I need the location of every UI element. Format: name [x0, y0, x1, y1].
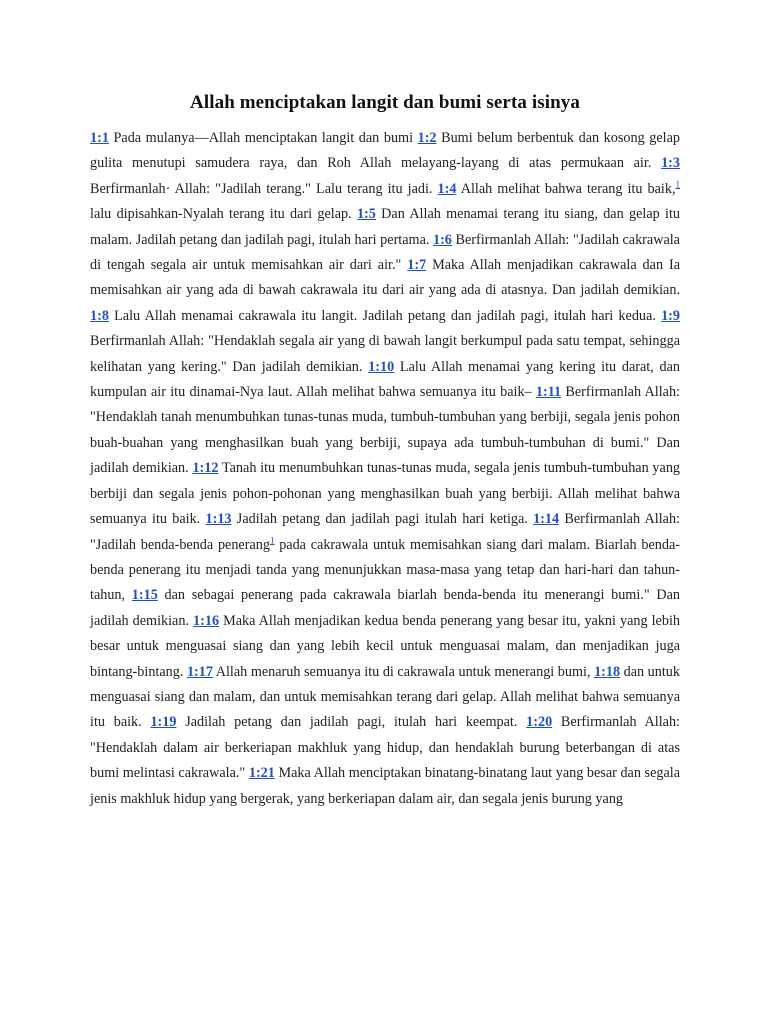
verse-text: Jadilah petang dan jadilah pagi itulah hari ketiga.	[231, 511, 534, 528]
verse-text: Jadilah petang dan jadilah pagi, itulah hari keempat.	[176, 714, 527, 731]
verse-text: Berfirmanlah Allah: "Hendaklah dalam air berkeriapan makhluk yang hidup, dan hendaklah burung beterbangan di atas bumi melintasi cakrawala."	[90, 714, 680, 782]
verse-text: Pada mulanya—Allah menciptakan langit dan bumi	[108, 130, 418, 146]
footnote-marker[interactable]: 1	[269, 534, 275, 545]
verse-link[interactable]: 1:4	[437, 180, 457, 197]
verse-link[interactable]: 1:13	[205, 511, 232, 528]
verse-link[interactable]: 1:1	[90, 130, 109, 146]
verse-link[interactable]: 1:14	[533, 511, 560, 528]
verse-text: Allah menaruh semuanya itu di cakrawala untuk menerangi bumi,	[212, 663, 595, 680]
verse-text: Berfirmanlah Allah: "Hendaklah tanah menumbuhkan tunas-tunas muda, tumbuh-tumbuhan yang berbiji, segala jenis pohon buah-buahan yang menghasilkan buah yang berbiji, supaya ada tumbuh-tumbuhan di bumi." Dan jadilah demikian.	[90, 384, 680, 477]
verse-text: Maka Allah menjadikan cakrawala dan Ia memisahkan air yang ada di bawah cakrawala itu dari air yang ada di atasnya. Dan jadilah demikian.	[90, 257, 681, 299]
verse-link[interactable]: 1:12	[192, 460, 219, 477]
verse-text: pada cakrawala untuk memisahkan siang dari malam. Biarlah benda-benda penerang itu menjadi tanda yang menunjukkan masa-masa yang tetap dan hari-hari dan tahun-tahun,	[90, 536, 680, 604]
verse-link[interactable]: 1:5	[356, 206, 376, 223]
verse-link[interactable]: 1:7	[407, 257, 427, 274]
verse-text: dan untuk menguasai siang dan malam, dan untuk memisahkan terang dari gelap. Allah melihat bahwa semuanya itu baik.	[90, 663, 680, 731]
footnote-marker[interactable]: 1	[675, 179, 680, 190]
verse-text: Dan Allah menamai terang itu siang, dan gelap itu malam. Jadilah petang dan jadilah pagi, itulah hari pertama.	[90, 206, 680, 248]
verse-link[interactable]: 1:21	[248, 765, 275, 782]
verse-link[interactable]: 1:15	[131, 587, 158, 604]
page-title: Allah menciptakan langit dan bumi serta isinya	[190, 92, 580, 113]
verse-text: dan sebagai penerang pada cakrawala biarlah benda-benda itu menerangi bumi." Dan jadilah demikian.	[90, 587, 680, 629]
verse-link[interactable]: 1:6	[432, 231, 452, 248]
verse-link[interactable]: 1:9	[661, 307, 680, 324]
verse-text: Maka Allah menjadikan kedua benda penerang yang besar itu, yakni yang lebih besar untuk menguasai siang dan yang lebih kecil untuk menguasai malam, dan menjadikan juga bintang-bintang.	[90, 612, 680, 680]
verse-text: Tanah itu menumbuhkan tunas-tunas muda, segala jenis tumbuh-tumbuhan yang berbiji dan segala jenis pohon-pohonan yang menghasilkan buah yang berbiji. Allah melihat bahwa semuanya itu baik.	[90, 460, 681, 528]
verse-link[interactable]: 1:11	[535, 384, 562, 401]
verse-text: Berfirmanlah Allah: "Jadilah cakrawala di tengah segala air untuk memisahkan air dari air."	[90, 231, 680, 274]
verse-text: Allah melihat bahwa terang itu baik,	[456, 180, 676, 197]
verse-link[interactable]: 1:2	[417, 130, 437, 146]
verse-text: Berfirmanlah Allah: "Hendaklah segala air yang di bawah langit berkumpul pada satu tempat, sehingga kelihatan yang kering." Dan jadilah demikian.	[90, 333, 680, 375]
verse-text: Lalu Allah menamai cakrawala itu langit. Jadilah petang dan jadilah pagi, itulah hari kedua.	[108, 307, 662, 324]
verse-text: lalu dipisahkan-Nyalah terang itu dari gelap.	[90, 206, 357, 223]
verse-text: Berfirmanlah Allah: "Jadilah benda-benda penerang	[90, 511, 680, 553]
verse-text: Berfirmanlah· Allah: "Jadilah terang." Lalu terang itu jadi.	[90, 180, 438, 197]
verse-link[interactable]: 1:16	[193, 612, 220, 629]
verse-link[interactable]: 1:17	[186, 663, 213, 680]
verse-text: Maka Allah menciptakan binatang-binatang laut yang besar dan segala jenis makhluk hidup yang bergerak, yang berkeriapan dalam air, dan segala jenis burung yang	[90, 765, 681, 807]
body-paragraph	[90, 126, 680, 812]
verse-link[interactable]: 1:10	[368, 358, 395, 375]
verse-text: Bumi belum berbentuk dan kosong gelap gulita menutupi samudera raya, dan Roh Allah melayang-layang di atas permukaan air.	[90, 130, 680, 172]
verse-link[interactable]: 1:19	[150, 714, 177, 731]
verse-link[interactable]: 1:8	[90, 307, 109, 324]
verse-link[interactable]: 1:20	[526, 714, 553, 731]
verse-link[interactable]: 1:3	[661, 155, 680, 172]
verse-text: Lalu Allah menamai yang kering itu darat, dan kumpulan air itu dinamai-Nya laut. Allah melihat bahwa semuanya itu baik–	[90, 358, 680, 401]
verse-link[interactable]: 1:18	[594, 663, 621, 680]
